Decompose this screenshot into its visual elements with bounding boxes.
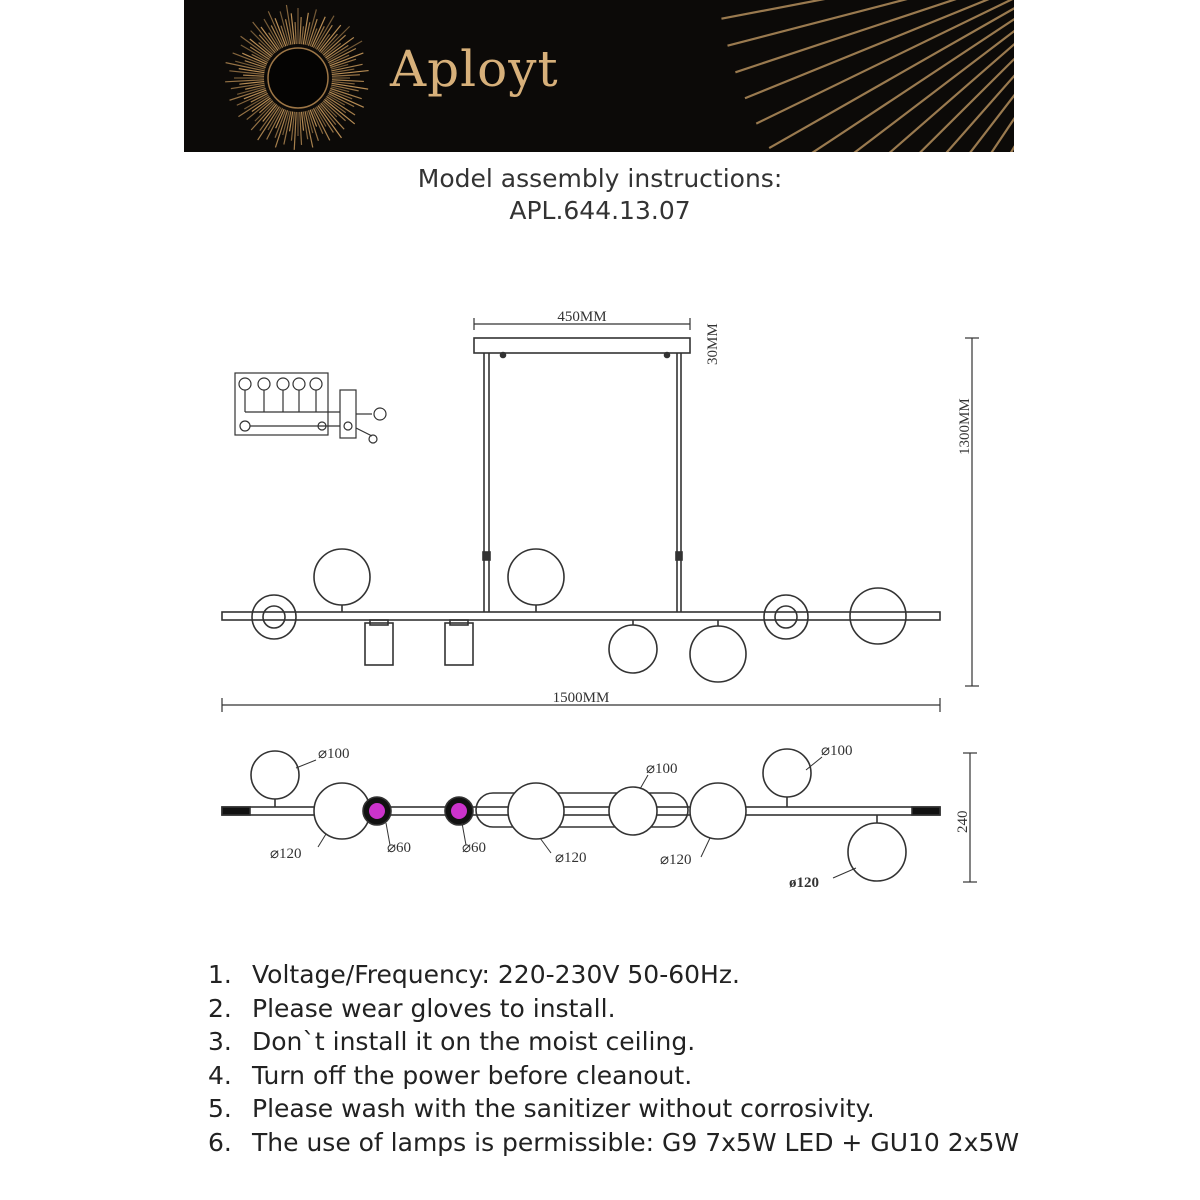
instruction-text: Turn off the power before cleanout. — [252, 1060, 693, 1090]
canopy-height-label: 30MM — [705, 323, 721, 365]
canopy-width-label: 450MM — [557, 309, 607, 325]
diameter-label: ⌀120 — [270, 846, 302, 862]
wiring-diagram-icon — [235, 373, 386, 443]
instruction-text: Please wash with the sanitizer without corrosivity. — [252, 1094, 875, 1123]
diameter-label: ⌀100 — [646, 761, 678, 777]
model-number: APL.644.13.07 — [509, 196, 691, 225]
sun-logo-icon — [268, 48, 328, 108]
ceiling-canopy — [474, 338, 690, 353]
technical-drawing — [0, 290, 1200, 900]
instruction-number: 1. — [208, 960, 232, 989]
instruction-text: Please wear gloves to install. — [252, 993, 616, 1023]
instructions-list — [208, 958, 1108, 1159]
instruction-text: Voltage/Frequency: 220-230V 50-60Hz. — [252, 960, 740, 989]
instruction-text: Don`t install it on the moist ceiling. — [252, 1027, 696, 1056]
instruction-number: 6. — [208, 1127, 232, 1157]
corner-rays — [714, 0, 1014, 152]
instruction-item — [208, 992, 1108, 1026]
instruction-item — [208, 1059, 1108, 1093]
diameter-label: ⌀100 — [821, 743, 853, 759]
total-height-label: 1300MM — [957, 398, 973, 455]
diameter-label: ⌀60 — [387, 840, 412, 856]
brand-banner — [184, 0, 1014, 152]
diameter-label: ⌀100 — [318, 746, 350, 762]
brand-name: Aployt — [390, 40, 559, 98]
instruction-item — [208, 1092, 1108, 1126]
front-view-shades — [252, 549, 906, 682]
sunburst-decoration — [184, 0, 1014, 152]
instruction-item — [208, 1126, 1108, 1160]
instruction-number: 5. — [208, 1094, 232, 1123]
diameter-label: ø120 — [789, 875, 819, 891]
instruction-number: 4. — [208, 1060, 232, 1090]
instruction-number: 2. — [208, 993, 232, 1023]
document-title — [0, 163, 1200, 227]
diameter-label: ⌀120 — [555, 850, 587, 866]
instruction-item — [208, 1025, 1108, 1059]
diameter-label: ⌀120 — [660, 852, 692, 868]
title-line-1: Model assembly instructions: — [417, 164, 783, 193]
main-bar-front — [222, 612, 940, 620]
instruction-text: The use of lamps is permissible: G9 7x5W LED + GU10 2x5W — [252, 1127, 1020, 1157]
plan-depth-label: 240 — [955, 810, 971, 833]
instruction-number: 3. — [208, 1027, 232, 1056]
diameter-label: ⌀60 — [462, 840, 487, 856]
total-length-label: 1500MM — [552, 690, 610, 706]
instruction-item — [208, 958, 1108, 992]
